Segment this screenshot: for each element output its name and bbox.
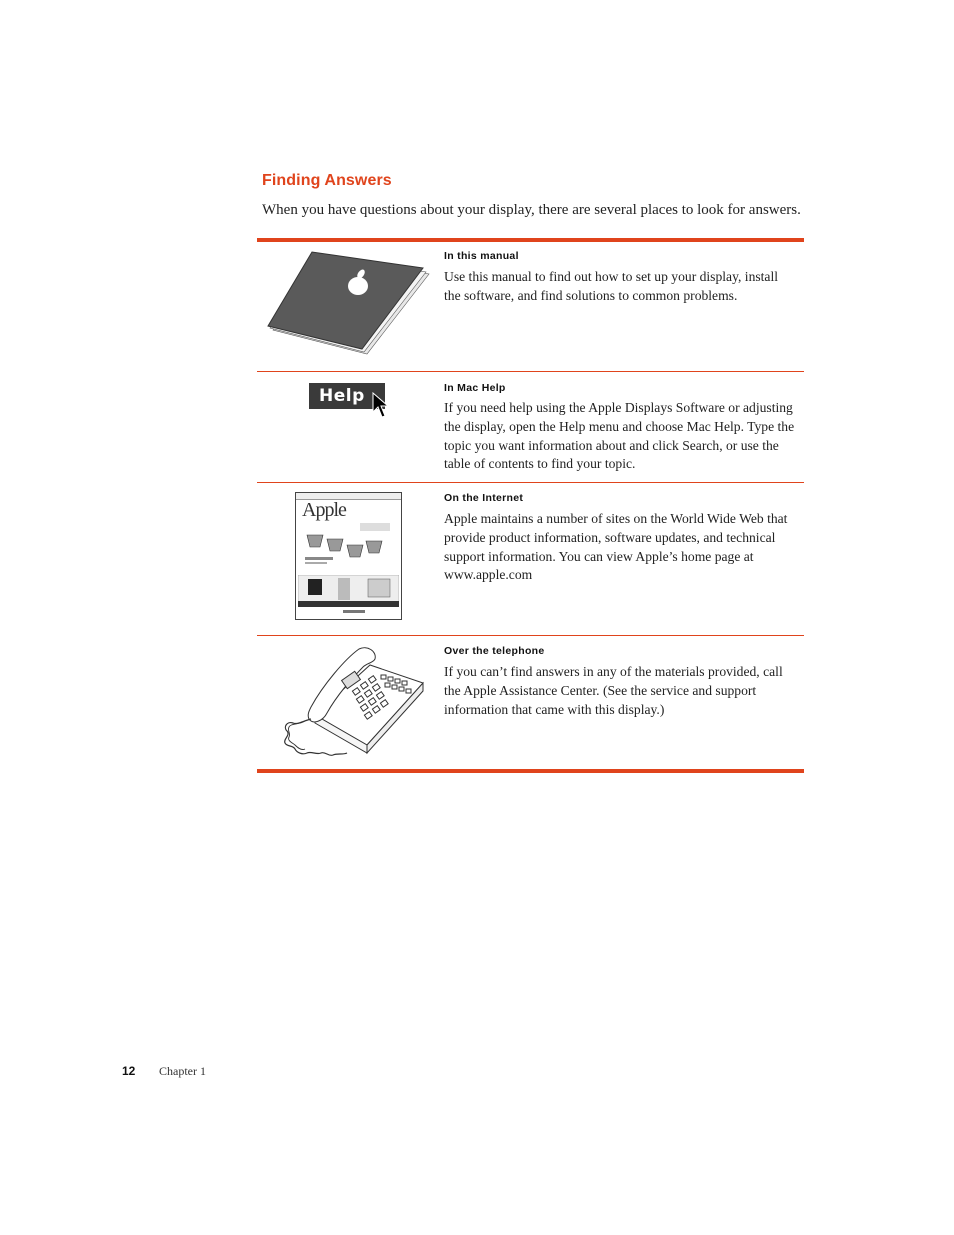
intro-text: When you have questions about your display, there are several places to look for answers. — [262, 202, 801, 218]
web-page-icon — [295, 492, 402, 620]
entry-body-mac-help: If you need help using the Apple Displays Software or adjusting the display, open the Help menu and choose Mac Help. Type the topic you want information about and click Search, or use the table of contents to find your topic. — [444, 400, 795, 472]
bottom-rule — [257, 769, 804, 773]
entry-body-internet: Apple maintains a number of sites on the World Wide Web that provide product information, software updates, and technical support information. You can view Apple’s home page at www.apple.com — [444, 511, 788, 583]
cursor-arrow-icon — [372, 392, 390, 420]
entry-body-manual: Use this manual to find out how to set up your display, install the software, and find solutions to common problems. — [444, 269, 779, 303]
divider — [257, 482, 804, 483]
chapter-label: Chapter 1 — [159, 1064, 206, 1078]
entry-title-mac-help: In Mac Help — [444, 382, 506, 394]
entry-title-manual: In this manual — [444, 250, 519, 262]
section-title: Finding Answers — [262, 172, 392, 189]
telephone-icon — [275, 645, 425, 757]
divider — [257, 371, 804, 372]
web-page-content-icon — [298, 575, 399, 617]
web-page-logo: Apple — [302, 499, 346, 521]
entry-title-telephone: Over the telephone — [444, 645, 545, 657]
product-images-icon — [302, 523, 397, 573]
top-rule — [257, 238, 804, 242]
divider — [257, 635, 804, 636]
manual-book-icon — [265, 250, 433, 358]
page-number: 12 — [122, 1064, 136, 1078]
entry-title-internet: On the Internet — [444, 492, 524, 504]
help-menu-label: Help — [319, 386, 365, 406]
entry-body-telephone: If you can’t find answers in any of the materials provided, call the Apple Assistance Center. (See the service and support information that came with this display.) — [444, 664, 783, 717]
